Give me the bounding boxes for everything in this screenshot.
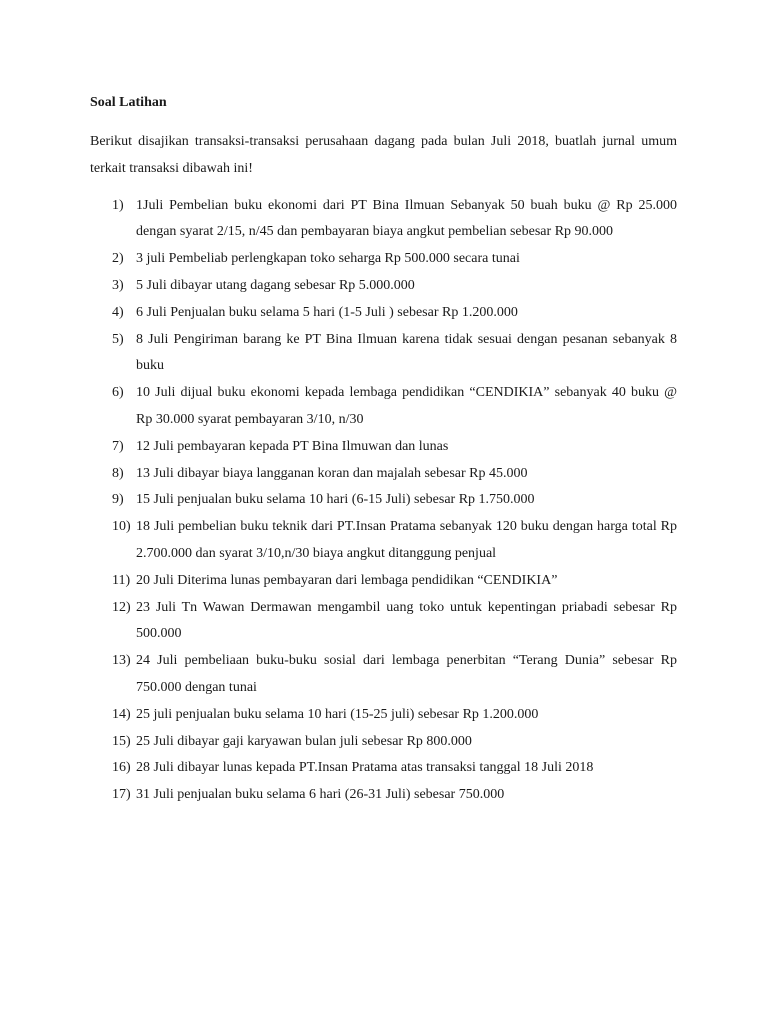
item-number: 6) [112, 385, 124, 401]
item-text: 3 juli Pembeliab perlengkapan toko seharga Rp 500.000 secara tunai [136, 251, 520, 267]
list-item [90, 514, 677, 568]
item-number: 14) [112, 706, 131, 722]
item-number: 10) [112, 519, 131, 535]
item-number: 8) [112, 465, 124, 481]
item-text: 8 Juli Pengiriman barang ke PT Bina Ilmuan karena tidak sesuai dengan pesanan sebanyak 8 buku [136, 331, 677, 374]
list-item [90, 568, 677, 595]
intro-paragraph: Berikut disajikan transaksi-transaksi perusahaan dagang pada bulan Juli 2018, buatlah jurnal umum terkait transaksi dibawah ini! [90, 134, 677, 176]
item-number: 17) [112, 787, 131, 803]
item-number: 5) [112, 331, 124, 347]
document-title: Soal Latihan [90, 95, 167, 110]
list-item [90, 729, 677, 756]
list-item [90, 648, 677, 702]
item-number: 1) [112, 197, 124, 213]
list-item [90, 702, 677, 729]
item-number: 15) [112, 733, 131, 749]
item-number: 11) [112, 572, 131, 588]
item-number: 13) [112, 653, 131, 669]
item-text: 25 juli penjualan buku selama 10 hari (15-25 juli) sebesar Rp 1.200.000 [136, 706, 539, 722]
item-number: 4) [112, 304, 124, 320]
item-text: 25 Juli dibayar gaji karyawan bulan juli sebesar Rp 800.000 [136, 733, 472, 749]
item-text: 28 Juli dibayar lunas kepada PT.Insan Pratama atas transaksi tanggal 18 Juli 2018 [136, 760, 594, 776]
list-item [90, 273, 677, 300]
document-body [90, 92, 677, 809]
item-text: 6 Juli Penjualan buku selama 5 hari (1-5 Juli ) sebesar Rp 1.200.000 [136, 304, 518, 320]
list-item [90, 193, 677, 247]
item-number: 12) [112, 599, 131, 615]
item-text: 12 Juli pembayaran kepada PT Bina Ilmuwan dan lunas [136, 438, 449, 454]
list-item [90, 461, 677, 488]
item-text: 24 Juli pembeliaan buku-buku sosial dari lembaga penerbitan “Terang Dunia” sebesar Rp 750.000 dengan tunai [136, 653, 677, 695]
list-item [90, 755, 677, 782]
item-text: 31 Juli penjualan buku selama 6 hari (26-31 Juli) sebesar 750.000 [136, 787, 505, 803]
item-text: 23 Juli Tn Wawan Dermawan mengambil uang toko untuk kepentingan priabadi sebesar Rp 500.000 [136, 599, 677, 642]
list-item [90, 782, 677, 809]
list-item [90, 327, 677, 381]
item-text: 1Juli Pembelian buku ekonomi dari PT Bina Ilmuan Sebanyak 50 buah buku @ Rp 25.000 dengan syarat 2/15, n/45 dan pembayaran biaya angkut pembelian sebesar Rp 90.000 [136, 197, 677, 240]
item-number: 7) [112, 438, 124, 454]
item-text: 15 Juli penjualan buku selama 10 hari (6-15 Juli) sebesar Rp 1.750.000 [136, 492, 535, 508]
item-number: 16) [112, 760, 131, 776]
list-item [90, 434, 677, 461]
item-text: 20 Juli Diterima lunas pembayaran dari lembaga pendidikan “CENDIKIA” [136, 572, 558, 588]
transaction-list [90, 193, 677, 809]
list-item [90, 487, 677, 514]
list-item [90, 246, 677, 273]
item-text: 18 Juli pembelian buku teknik dari PT.Insan Pratama sebanyak 120 buku dengan harga total Rp 2.700.000 dan syarat 3/10,n/30 biaya angkut ditanggung penjual [136, 519, 677, 561]
item-text: 5 Juli dibayar utang dagang sebesar Rp 5.000.000 [136, 277, 415, 293]
item-text: 10 Juli dijual buku ekonomi kepada lembaga pendidikan “CENDIKIA” sebanyak 40 buku @ Rp 30.000 syarat pembayaran 3/10, n/30 [136, 385, 677, 427]
item-number: 9) [112, 492, 124, 508]
item-text: 13 Juli dibayar biaya langganan koran dan majalah sebesar Rp 45.000 [136, 465, 528, 481]
list-item [90, 380, 677, 434]
item-number: 3) [112, 277, 124, 293]
list-item [90, 300, 677, 327]
list-item [90, 595, 677, 649]
item-number: 2) [112, 251, 124, 267]
